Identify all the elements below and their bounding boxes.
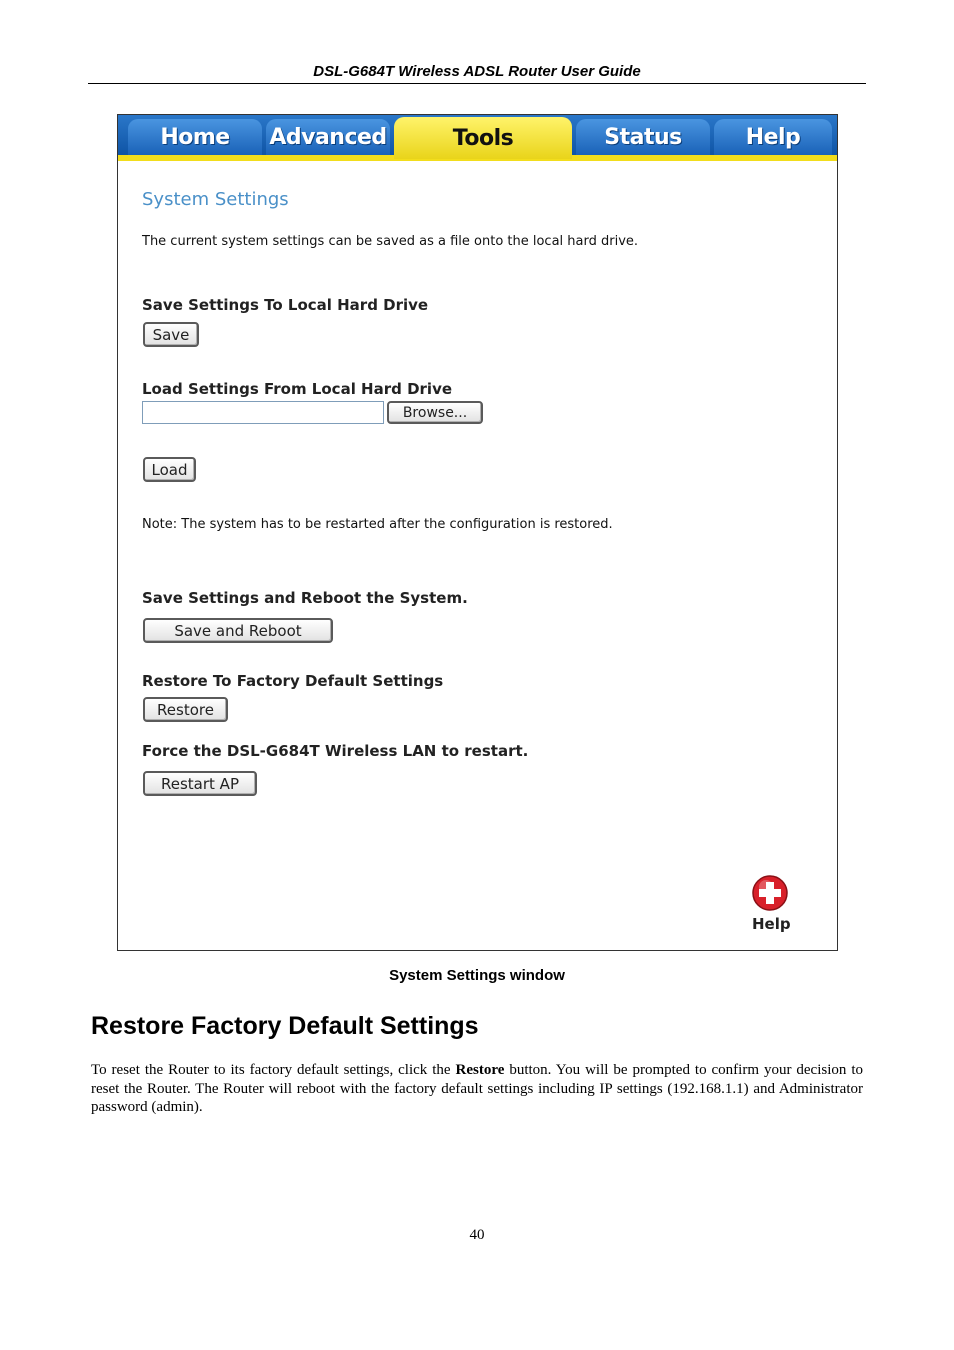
save-and-reboot-button[interactable]: Save and Reboot [143,618,333,643]
load-settings-label: Load Settings From Local Hard Drive [142,380,453,398]
tab-advanced[interactable]: Advanced [266,119,390,155]
save-settings-label: Save Settings To Local Hard Drive [142,296,429,314]
restore-button[interactable]: Restore [143,697,228,722]
browse-button[interactable]: Browse... [387,401,483,424]
panel-description: The current system settings can be saved as a file onto the local hard drive. [142,234,639,249]
save-button[interactable]: Save [143,322,199,347]
document-header-title: DSL-G684T Wireless ADSL Router User Guide [313,63,641,80]
nav-tab-bar [118,115,837,161]
restart-ap-button[interactable]: Restart AP [143,771,257,796]
router-ui-screenshot [117,114,838,951]
page-number: 40 [469,1227,485,1243]
header-rule [88,83,866,84]
body-text-part-1: To reset the Router to its factory default settings, click the [91,1062,456,1078]
tab-home[interactable]: Home [128,119,262,155]
body-paragraph [91,1061,863,1117]
help-label: Help [752,915,791,933]
load-button[interactable]: Load [143,457,196,482]
restore-defaults-label: Restore To Factory Default Settings [142,672,444,690]
save-reboot-label: Save Settings and Reboot the System. [142,589,468,607]
settings-file-input[interactable] [142,401,384,424]
tab-help[interactable]: Help [714,119,832,155]
help-cross-icon [752,875,788,911]
figure-caption: System Settings window [389,967,565,984]
section-heading: Restore Factory Default Settings [91,1012,479,1040]
panel-title: System Settings [142,189,289,210]
body-text-bold: Restore [455,1062,505,1078]
tab-status[interactable]: Status [576,119,710,155]
restart-note: Note: The system has to be restarted after the configuration is restored. [142,517,613,532]
restart-wlan-label: Force the DSL-G684T Wireless LAN to restart. [142,742,529,760]
help-button[interactable] [752,875,791,935]
body-text-part-2: button. You will be prompted to confirm your decision to reset the Router. The Router will reboot with the factory default settings including IP settings (192.168.1.1) and Administrator password (admin). [91,1062,863,1115]
tab-tools[interactable]: Tools [394,117,572,159]
